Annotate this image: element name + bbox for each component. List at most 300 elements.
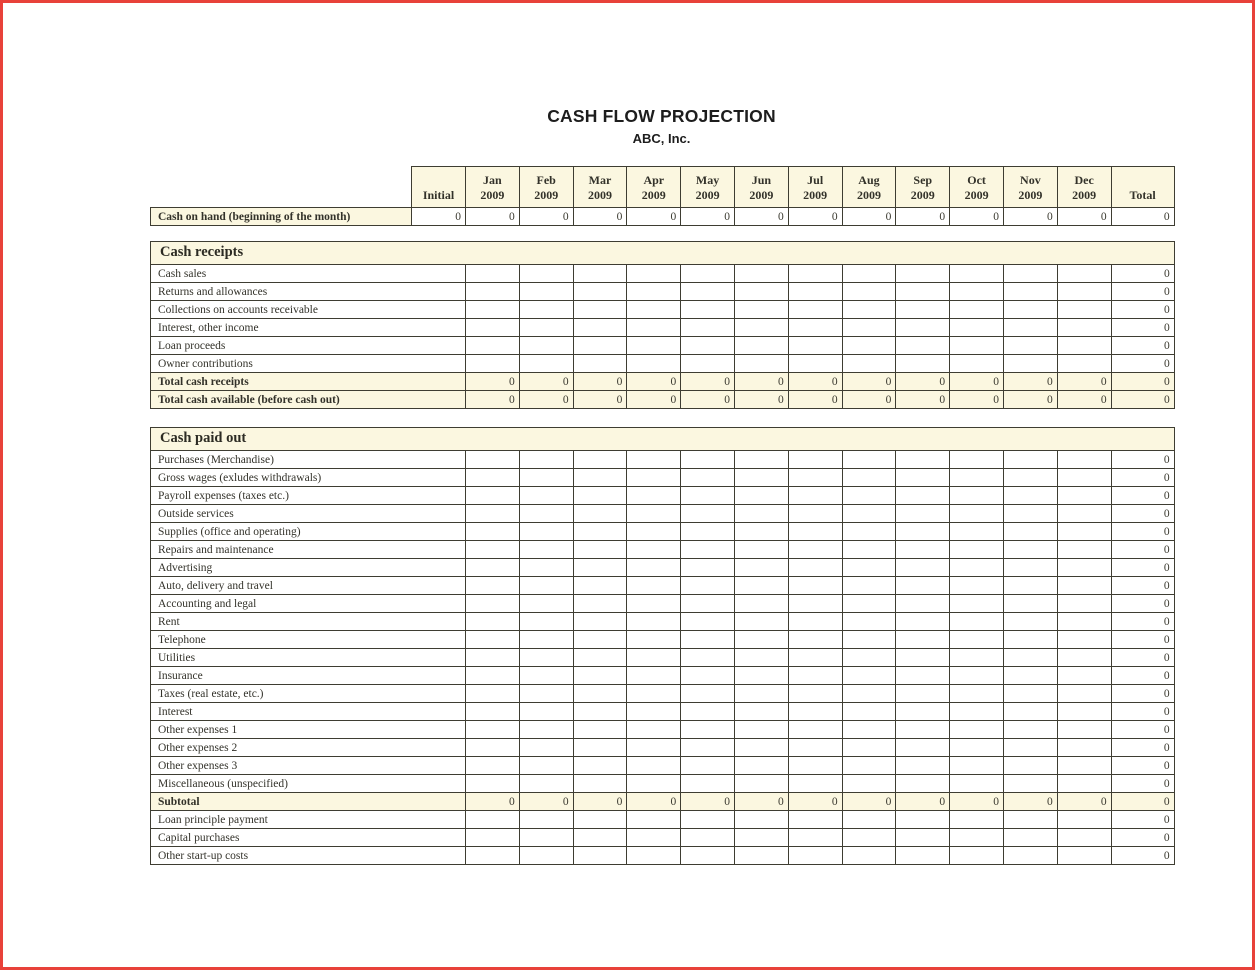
cell-utilities-feb [519, 649, 573, 667]
column-header-aug-2009: Aug 2009 [842, 167, 896, 208]
cell-gross-wages-exludes-withdrawals-jan [466, 469, 520, 487]
cell-auto-delivery-and-travel-total: 0 [1111, 577, 1174, 595]
cell-returns-and-allowances-jun [734, 283, 788, 301]
cell-rent-oct [950, 613, 1004, 631]
cell-accounting-and-legal-jul [788, 595, 842, 613]
cell-advertising-apr [627, 559, 681, 577]
cell-interest-other-income-sep [896, 319, 950, 337]
cell-accounting-and-legal-feb [519, 595, 573, 613]
cell-collections-on-accounts-receivable-mar [573, 301, 627, 319]
cell-subtotal-nov: 0 [1003, 793, 1057, 811]
cell-rent-jul [788, 613, 842, 631]
row-label-subtotal: Subtotal [151, 793, 466, 811]
cash-on-hand-table [150, 166, 1175, 226]
cell-other-expenses-2-feb [519, 739, 573, 757]
cell-taxes-real-estate-etc-dec [1057, 685, 1111, 703]
cell-insurance-oct [950, 667, 1004, 685]
cell-owner-contributions-feb [519, 355, 573, 373]
cell-loan-proceeds-oct [950, 337, 1004, 355]
cell-gross-wages-exludes-withdrawals-mar [573, 469, 627, 487]
row-label-payroll-expenses-taxes-etc: Payroll expenses (taxes etc.) [151, 487, 466, 505]
row-label-utilities: Utilities [151, 649, 466, 667]
cell-cash-sales-mar [573, 265, 627, 283]
cash-on-hand-month-value-sep: 0 [896, 208, 950, 226]
page-title: CASH FLOW PROJECTION [547, 106, 776, 126]
cell-payroll-expenses-taxes-etc-may [681, 487, 735, 505]
cell-outside-services-apr [627, 505, 681, 523]
cash-on-hand-month-value-aug: 0 [842, 208, 896, 226]
cell-gross-wages-exludes-withdrawals-apr [627, 469, 681, 487]
row-label-other-expenses-2: Other expenses 2 [151, 739, 466, 757]
cell-other-start-up-costs-dec [1057, 847, 1111, 865]
cell-other-expenses-1-jan [466, 721, 520, 739]
cell-total-cash-receipts-nov: 0 [1003, 373, 1057, 391]
cell-other-expenses-1-jul [788, 721, 842, 739]
column-header-jan-2009: Jan 2009 [466, 167, 520, 208]
cell-utilities-may [681, 649, 735, 667]
cell-purchases-merchandise-oct [950, 451, 1004, 469]
cash-on-hand-month-value-mar: 0 [573, 208, 627, 226]
cell-accounting-and-legal-total: 0 [1111, 595, 1174, 613]
cell-other-start-up-costs-jul [788, 847, 842, 865]
cell-outside-services-mar [573, 505, 627, 523]
cell-supplies-office-and-operating-jul [788, 523, 842, 541]
cell-telephone-jun [734, 631, 788, 649]
cell-capital-purchases-jun [734, 829, 788, 847]
cell-interest-aug [842, 703, 896, 721]
cell-utilities-dec [1057, 649, 1111, 667]
cell-repairs-and-maintenance-sep [896, 541, 950, 559]
row-label-loan-proceeds: Loan proceeds [151, 337, 466, 355]
cell-collections-on-accounts-receivable-apr [627, 301, 681, 319]
cell-other-expenses-2-jun [734, 739, 788, 757]
cell-gross-wages-exludes-withdrawals-may [681, 469, 735, 487]
cell-returns-and-allowances-feb [519, 283, 573, 301]
cell-taxes-real-estate-etc-feb [519, 685, 573, 703]
cell-cash-sales-nov [1003, 265, 1057, 283]
cell-loan-principle-payment-oct [950, 811, 1004, 829]
cell-rent-jan [466, 613, 520, 631]
cell-utilities-total: 0 [1111, 649, 1174, 667]
cell-owner-contributions-sep [896, 355, 950, 373]
column-header-feb-2009: Feb 2009 [519, 167, 573, 208]
cell-cash-sales-may [681, 265, 735, 283]
cell-supplies-office-and-operating-feb [519, 523, 573, 541]
cell-purchases-merchandise-mar [573, 451, 627, 469]
cell-owner-contributions-jun [734, 355, 788, 373]
cell-interest-other-income-nov [1003, 319, 1057, 337]
cell-collections-on-accounts-receivable-feb [519, 301, 573, 319]
cell-repairs-and-maintenance-jun [734, 541, 788, 559]
cell-total-cash-available-before-cash-out-may: 0 [681, 391, 735, 409]
cell-subtotal-jul: 0 [788, 793, 842, 811]
cell-repairs-and-maintenance-mar [573, 541, 627, 559]
cell-total-cash-available-before-cash-out-jan: 0 [466, 391, 520, 409]
row-label-rent: Rent [151, 613, 466, 631]
cell-taxes-real-estate-etc-nov [1003, 685, 1057, 703]
cell-advertising-jan [466, 559, 520, 577]
cell-advertising-feb [519, 559, 573, 577]
cell-other-start-up-costs-apr [627, 847, 681, 865]
cell-other-expenses-3-jul [788, 757, 842, 775]
cell-utilities-aug [842, 649, 896, 667]
row-label-collections-on-accounts-receivable: Collections on accounts receivable [151, 301, 466, 319]
cell-payroll-expenses-taxes-etc-aug [842, 487, 896, 505]
cell-returns-and-allowances-dec [1057, 283, 1111, 301]
cell-supplies-office-and-operating-aug [842, 523, 896, 541]
cell-collections-on-accounts-receivable-sep [896, 301, 950, 319]
cell-repairs-and-maintenance-aug [842, 541, 896, 559]
cell-utilities-jun [734, 649, 788, 667]
cell-accounting-and-legal-jun [734, 595, 788, 613]
cell-repairs-and-maintenance-dec [1057, 541, 1111, 559]
cell-utilities-apr [627, 649, 681, 667]
cell-interest-jan [466, 703, 520, 721]
cell-gross-wages-exludes-withdrawals-total: 0 [1111, 469, 1174, 487]
cell-other-expenses-3-feb [519, 757, 573, 775]
cell-returns-and-allowances-nov [1003, 283, 1057, 301]
cell-auto-delivery-and-travel-jun [734, 577, 788, 595]
cell-owner-contributions-dec [1057, 355, 1111, 373]
cell-loan-proceeds-total: 0 [1111, 337, 1174, 355]
cell-subtotal-dec: 0 [1057, 793, 1111, 811]
cell-advertising-sep [896, 559, 950, 577]
cell-auto-delivery-and-travel-apr [627, 577, 681, 595]
cell-insurance-jun [734, 667, 788, 685]
cell-subtotal-feb: 0 [519, 793, 573, 811]
column-header-dec-2009: Dec 2009 [1057, 167, 1111, 208]
cell-payroll-expenses-taxes-etc-jan [466, 487, 520, 505]
cell-insurance-apr [627, 667, 681, 685]
cell-insurance-dec [1057, 667, 1111, 685]
cell-payroll-expenses-taxes-etc-jul [788, 487, 842, 505]
column-header-jul-2009: Jul 2009 [788, 167, 842, 208]
cash-on-hand-month-value-jan: 0 [466, 208, 520, 226]
cell-other-start-up-costs-jun [734, 847, 788, 865]
cell-outside-services-sep [896, 505, 950, 523]
cell-other-expenses-2-mar [573, 739, 627, 757]
cell-gross-wages-exludes-withdrawals-dec [1057, 469, 1111, 487]
cell-miscellaneous-unspecified-jul [788, 775, 842, 793]
cell-cash-sales-aug [842, 265, 896, 283]
cash-paid-out-table [150, 427, 1175, 865]
cell-interest-total: 0 [1111, 703, 1174, 721]
cell-rent-feb [519, 613, 573, 631]
cell-capital-purchases-jan [466, 829, 520, 847]
row-label-loan-principle-payment: Loan principle payment [151, 811, 466, 829]
cell-other-start-up-costs-mar [573, 847, 627, 865]
cell-cash-sales-feb [519, 265, 573, 283]
cell-other-expenses-1-total: 0 [1111, 721, 1174, 739]
cell-supplies-office-and-operating-jan [466, 523, 520, 541]
column-header-may-2009: May 2009 [681, 167, 735, 208]
cell-repairs-and-maintenance-oct [950, 541, 1004, 559]
cell-owner-contributions-may [681, 355, 735, 373]
cell-miscellaneous-unspecified-jun [734, 775, 788, 793]
cell-loan-principle-payment-mar [573, 811, 627, 829]
cell-accounting-and-legal-jan [466, 595, 520, 613]
cell-supplies-office-and-operating-sep [896, 523, 950, 541]
cell-other-start-up-costs-oct [950, 847, 1004, 865]
cell-outside-services-feb [519, 505, 573, 523]
cell-owner-contributions-total: 0 [1111, 355, 1174, 373]
cell-capital-purchases-sep [896, 829, 950, 847]
cell-total-cash-receipts-jun: 0 [734, 373, 788, 391]
cell-payroll-expenses-taxes-etc-mar [573, 487, 627, 505]
cell-total-cash-available-before-cash-out-aug: 0 [842, 391, 896, 409]
cell-owner-contributions-jan [466, 355, 520, 373]
cell-loan-principle-payment-feb [519, 811, 573, 829]
cell-other-expenses-1-apr [627, 721, 681, 739]
row-label-interest: Interest [151, 703, 466, 721]
cash-on-hand-month-value-nov: 0 [1003, 208, 1057, 226]
cell-auto-delivery-and-travel-aug [842, 577, 896, 595]
cell-total-cash-receipts-sep: 0 [896, 373, 950, 391]
cell-taxes-real-estate-etc-total: 0 [1111, 685, 1174, 703]
cell-other-expenses-1-oct [950, 721, 1004, 739]
cell-collections-on-accounts-receivable-jul [788, 301, 842, 319]
cell-utilities-nov [1003, 649, 1057, 667]
cell-outside-services-oct [950, 505, 1004, 523]
cell-other-expenses-2-nov [1003, 739, 1057, 757]
cell-taxes-real-estate-etc-oct [950, 685, 1004, 703]
cell-purchases-merchandise-apr [627, 451, 681, 469]
cell-other-expenses-3-apr [627, 757, 681, 775]
cell-returns-and-allowances-apr [627, 283, 681, 301]
cell-loan-principle-payment-nov [1003, 811, 1057, 829]
cell-rent-mar [573, 613, 627, 631]
cell-insurance-total: 0 [1111, 667, 1174, 685]
cell-supplies-office-and-operating-dec [1057, 523, 1111, 541]
cell-cash-sales-apr [627, 265, 681, 283]
cell-other-start-up-costs-aug [842, 847, 896, 865]
cell-accounting-and-legal-apr [627, 595, 681, 613]
cell-miscellaneous-unspecified-dec [1057, 775, 1111, 793]
cell-telephone-apr [627, 631, 681, 649]
cell-accounting-and-legal-aug [842, 595, 896, 613]
cell-supplies-office-and-operating-nov [1003, 523, 1057, 541]
row-label-telephone: Telephone [151, 631, 466, 649]
cell-insurance-may [681, 667, 735, 685]
cell-other-start-up-costs-feb [519, 847, 573, 865]
cell-interest-other-income-jul [788, 319, 842, 337]
cell-insurance-jul [788, 667, 842, 685]
cell-capital-purchases-feb [519, 829, 573, 847]
cell-loan-proceeds-feb [519, 337, 573, 355]
cash-on-hand-initial-value: 0 [412, 208, 466, 226]
cell-telephone-nov [1003, 631, 1057, 649]
cell-interest-other-income-may [681, 319, 735, 337]
cell-insurance-mar [573, 667, 627, 685]
cell-other-expenses-1-jun [734, 721, 788, 739]
cash-on-hand-month-value-dec: 0 [1057, 208, 1111, 226]
cell-loan-proceeds-aug [842, 337, 896, 355]
row-label-returns-and-allowances: Returns and allowances [151, 283, 466, 301]
cell-telephone-oct [950, 631, 1004, 649]
cell-loan-principle-payment-jul [788, 811, 842, 829]
column-header-mar-2009: Mar 2009 [573, 167, 627, 208]
section-header-cash-paid-out: Cash paid out [151, 428, 1175, 451]
cell-loan-proceeds-jun [734, 337, 788, 355]
cell-rent-nov [1003, 613, 1057, 631]
row-label-insurance: Insurance [151, 667, 466, 685]
cell-other-expenses-3-dec [1057, 757, 1111, 775]
cell-other-expenses-3-jan [466, 757, 520, 775]
cell-capital-purchases-total: 0 [1111, 829, 1174, 847]
row-label-other-expenses-3: Other expenses 3 [151, 757, 466, 775]
cell-utilities-oct [950, 649, 1004, 667]
cell-telephone-dec [1057, 631, 1111, 649]
row-label-interest-other-income: Interest, other income [151, 319, 466, 337]
row-label-miscellaneous-unspecified: Miscellaneous (unspecified) [151, 775, 466, 793]
header-spacer [151, 167, 412, 208]
cell-loan-proceeds-jan [466, 337, 520, 355]
row-label-total-cash-receipts: Total cash receipts [151, 373, 466, 391]
cell-cash-sales-jul [788, 265, 842, 283]
cell-loan-principle-payment-sep [896, 811, 950, 829]
cell-subtotal-sep: 0 [896, 793, 950, 811]
cell-interest-other-income-apr [627, 319, 681, 337]
cell-returns-and-allowances-may [681, 283, 735, 301]
cell-other-expenses-1-may [681, 721, 735, 739]
cell-auto-delivery-and-travel-feb [519, 577, 573, 595]
cell-accounting-and-legal-dec [1057, 595, 1111, 613]
cell-payroll-expenses-taxes-etc-sep [896, 487, 950, 505]
cell-interest-other-income-total: 0 [1111, 319, 1174, 337]
cell-repairs-and-maintenance-nov [1003, 541, 1057, 559]
cell-interest-jul [788, 703, 842, 721]
row-label-gross-wages-exludes-withdrawals: Gross wages (exludes withdrawals) [151, 469, 466, 487]
cell-telephone-mar [573, 631, 627, 649]
cell-returns-and-allowances-aug [842, 283, 896, 301]
cell-total-cash-receipts-jul: 0 [788, 373, 842, 391]
cell-total-cash-available-before-cash-out-apr: 0 [627, 391, 681, 409]
cash-on-hand-month-value-jul: 0 [788, 208, 842, 226]
cell-interest-other-income-jun [734, 319, 788, 337]
cell-telephone-sep [896, 631, 950, 649]
row-label-supplies-office-and-operating: Supplies (office and operating) [151, 523, 466, 541]
row-label-capital-purchases: Capital purchases [151, 829, 466, 847]
cell-other-expenses-1-feb [519, 721, 573, 739]
row-label-auto-delivery-and-travel: Auto, delivery and travel [151, 577, 466, 595]
cell-supplies-office-and-operating-total: 0 [1111, 523, 1174, 541]
cell-rent-may [681, 613, 735, 631]
cell-insurance-nov [1003, 667, 1057, 685]
row-label-taxes-real-estate-etc: Taxes (real estate, etc.) [151, 685, 466, 703]
cell-purchases-merchandise-jul [788, 451, 842, 469]
cell-rent-total: 0 [1111, 613, 1174, 631]
cell-subtotal-oct: 0 [950, 793, 1004, 811]
cell-other-expenses-3-aug [842, 757, 896, 775]
cell-repairs-and-maintenance-total: 0 [1111, 541, 1174, 559]
cell-loan-principle-payment-total: 0 [1111, 811, 1174, 829]
cell-total-cash-receipts-mar: 0 [573, 373, 627, 391]
cell-purchases-merchandise-jan [466, 451, 520, 469]
cell-payroll-expenses-taxes-etc-jun [734, 487, 788, 505]
cell-total-cash-receipts-oct: 0 [950, 373, 1004, 391]
cell-taxes-real-estate-etc-sep [896, 685, 950, 703]
cell-other-start-up-costs-total: 0 [1111, 847, 1174, 865]
cell-other-expenses-3-sep [896, 757, 950, 775]
cell-interest-other-income-feb [519, 319, 573, 337]
cell-purchases-merchandise-total: 0 [1111, 451, 1174, 469]
cell-repairs-and-maintenance-may [681, 541, 735, 559]
cell-auto-delivery-and-travel-jul [788, 577, 842, 595]
cell-interest-sep [896, 703, 950, 721]
cell-collections-on-accounts-receivable-aug [842, 301, 896, 319]
cell-collections-on-accounts-receivable-total: 0 [1111, 301, 1174, 319]
cell-capital-purchases-may [681, 829, 735, 847]
cell-other-start-up-costs-jan [466, 847, 520, 865]
column-header-oct-2009: Oct 2009 [950, 167, 1004, 208]
cell-auto-delivery-and-travel-dec [1057, 577, 1111, 595]
cell-taxes-real-estate-etc-mar [573, 685, 627, 703]
cell-other-expenses-2-jul [788, 739, 842, 757]
cell-miscellaneous-unspecified-feb [519, 775, 573, 793]
cell-loan-proceeds-may [681, 337, 735, 355]
cash-on-hand-month-value-feb: 0 [519, 208, 573, 226]
cell-rent-dec [1057, 613, 1111, 631]
cell-miscellaneous-unspecified-sep [896, 775, 950, 793]
cell-other-expenses-1-sep [896, 721, 950, 739]
cell-rent-sep [896, 613, 950, 631]
cell-insurance-sep [896, 667, 950, 685]
cell-advertising-oct [950, 559, 1004, 577]
cell-owner-contributions-aug [842, 355, 896, 373]
cell-interest-other-income-jan [466, 319, 520, 337]
cell-purchases-merchandise-may [681, 451, 735, 469]
cell-purchases-merchandise-sep [896, 451, 950, 469]
cell-returns-and-allowances-jul [788, 283, 842, 301]
cell-insurance-jan [466, 667, 520, 685]
column-header-initial: Initial [412, 167, 466, 208]
column-header-sep-2009: Sep 2009 [896, 167, 950, 208]
cell-outside-services-dec [1057, 505, 1111, 523]
cell-miscellaneous-unspecified-aug [842, 775, 896, 793]
cell-purchases-merchandise-dec [1057, 451, 1111, 469]
cell-total-cash-available-before-cash-out-jun: 0 [734, 391, 788, 409]
cell-subtotal-total: 0 [1111, 793, 1174, 811]
row-label-outside-services: Outside services [151, 505, 466, 523]
cell-gross-wages-exludes-withdrawals-nov [1003, 469, 1057, 487]
cell-loan-proceeds-mar [573, 337, 627, 355]
cell-capital-purchases-oct [950, 829, 1004, 847]
cell-rent-jun [734, 613, 788, 631]
cell-loan-principle-payment-jan [466, 811, 520, 829]
cell-subtotal-jun: 0 [734, 793, 788, 811]
cell-returns-and-allowances-sep [896, 283, 950, 301]
cell-gross-wages-exludes-withdrawals-jul [788, 469, 842, 487]
cell-collections-on-accounts-receivable-jun [734, 301, 788, 319]
cell-collections-on-accounts-receivable-may [681, 301, 735, 319]
cell-returns-and-allowances-mar [573, 283, 627, 301]
cell-accounting-and-legal-may [681, 595, 735, 613]
cell-capital-purchases-mar [573, 829, 627, 847]
cell-loan-principle-payment-apr [627, 811, 681, 829]
cell-other-expenses-3-mar [573, 757, 627, 775]
cell-loan-proceeds-dec [1057, 337, 1111, 355]
cell-interest-oct [950, 703, 1004, 721]
cell-other-start-up-costs-may [681, 847, 735, 865]
cell-other-expenses-1-nov [1003, 721, 1057, 739]
cell-auto-delivery-and-travel-mar [573, 577, 627, 595]
cell-total-cash-available-before-cash-out-jul: 0 [788, 391, 842, 409]
cell-returns-and-allowances-total: 0 [1111, 283, 1174, 301]
row-label-advertising: Advertising [151, 559, 466, 577]
cell-capital-purchases-jul [788, 829, 842, 847]
cell-cash-sales-sep [896, 265, 950, 283]
cell-outside-services-jun [734, 505, 788, 523]
